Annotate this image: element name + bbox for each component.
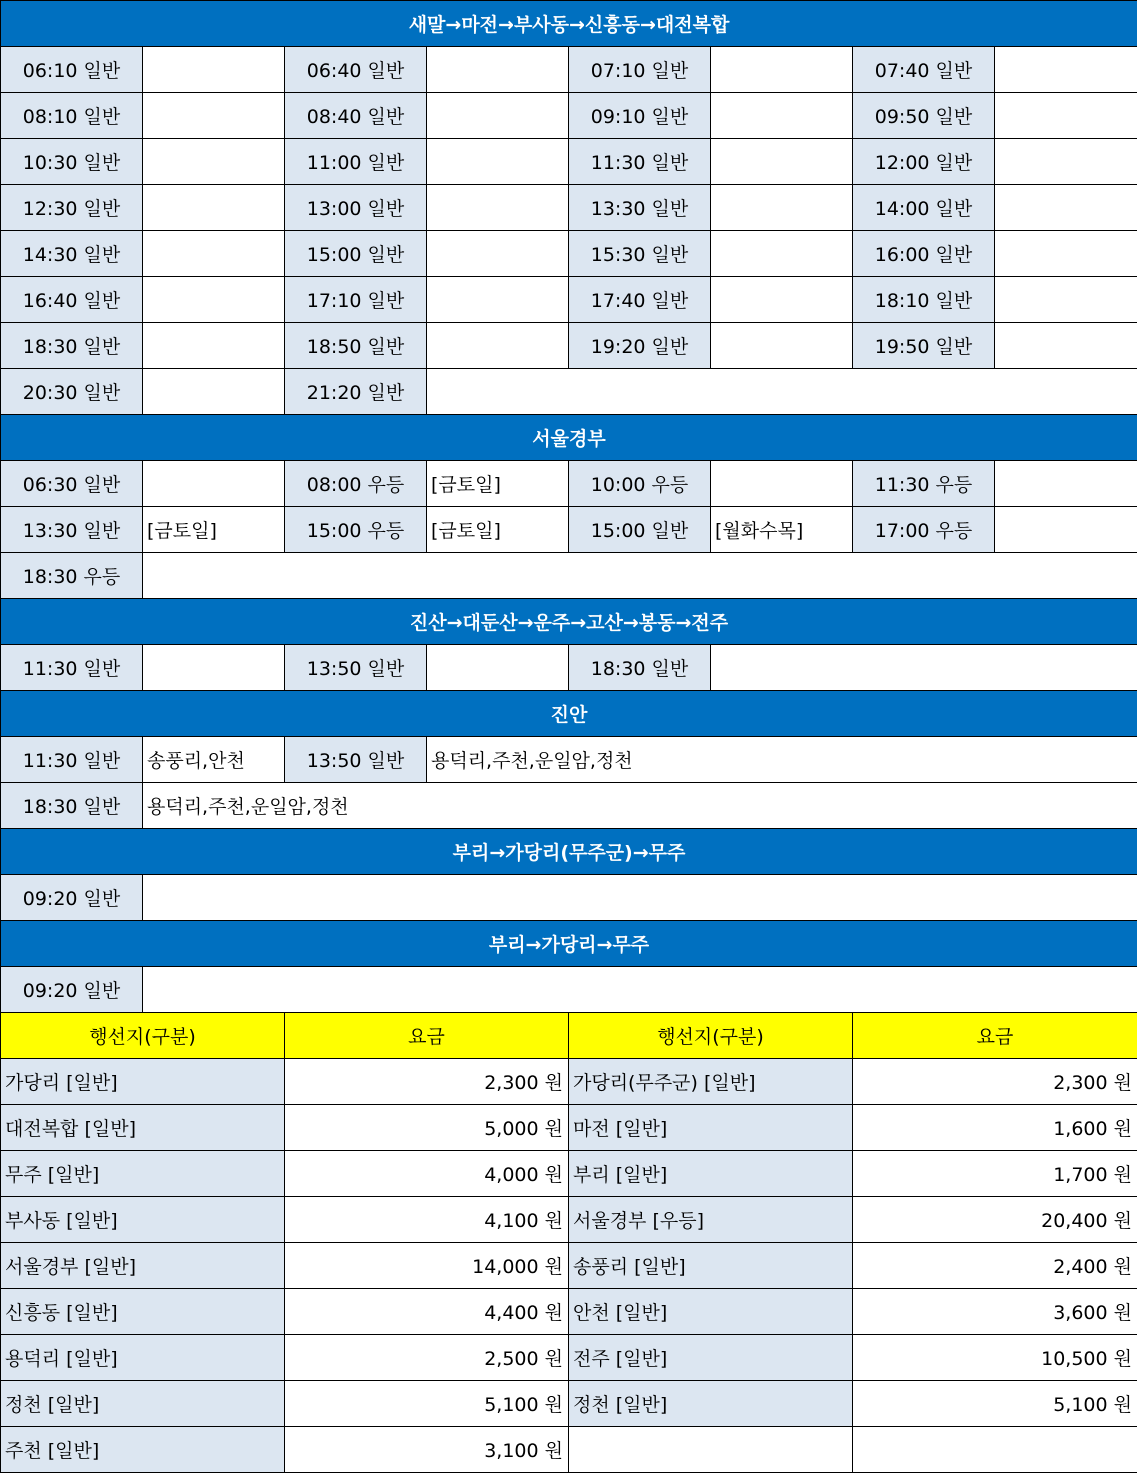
fare-row (1, 1427, 1137, 1473)
section-header-row (1, 1, 1137, 47)
schedule-row (1, 93, 1137, 139)
departure-time: 07:10 일반 (569, 47, 711, 93)
fare-row (1, 1151, 1137, 1197)
departure-note (143, 967, 1137, 1013)
departure-note (995, 93, 1137, 139)
departure-note: 송풍리,안천 (143, 737, 285, 783)
departure-time: 19:20 일반 (569, 323, 711, 369)
fare-price: 4,000 원 (285, 1151, 569, 1197)
departure-time: 18:50 일반 (285, 323, 427, 369)
timetable-body (1, 1, 1137, 1473)
departure-time: 08:40 일반 (285, 93, 427, 139)
departure-time: 13:30 일반 (569, 185, 711, 231)
fare-price: 1,600 원 (853, 1105, 1137, 1151)
departure-note (995, 461, 1137, 507)
fare-destination: 무주 [일반] (1, 1151, 285, 1197)
fare-row (1, 1381, 1137, 1427)
fare-price: 3,100 원 (285, 1427, 569, 1473)
fare-destination: 마전 [일반] (569, 1105, 853, 1151)
departure-time: 14:00 일반 (853, 185, 995, 231)
fare-price: 2,400 원 (853, 1243, 1137, 1289)
departure-time: 09:20 일반 (1, 967, 143, 1013)
fare-price (853, 1427, 1137, 1473)
departure-time: 16:40 일반 (1, 277, 143, 323)
departure-note (143, 645, 285, 691)
departure-note (995, 323, 1137, 369)
departure-note: [금토일] (143, 507, 285, 553)
departure-time: 13:00 일반 (285, 185, 427, 231)
section-header-row (1, 691, 1137, 737)
departure-time: 13:30 일반 (1, 507, 143, 553)
fare-destination: 신흥동 [일반] (1, 1289, 285, 1335)
fare-row (1, 1059, 1137, 1105)
departure-time: 17:40 일반 (569, 277, 711, 323)
fare-price: 2,300 원 (853, 1059, 1137, 1105)
fare-row (1, 1197, 1137, 1243)
schedule-row (1, 461, 1137, 507)
fare-price: 5,100 원 (285, 1381, 569, 1427)
departure-time: 14:30 일반 (1, 231, 143, 277)
departure-time: 06:40 일반 (285, 47, 427, 93)
schedule-row (1, 277, 1137, 323)
departure-time: 13:50 일반 (285, 645, 427, 691)
fare-destination: 가당리 [일반] (1, 1059, 285, 1105)
departure-note (427, 645, 569, 691)
fare-destination: 전주 [일반] (569, 1335, 853, 1381)
departure-time: 15:00 우등 (285, 507, 427, 553)
departure-note (427, 323, 569, 369)
departure-time: 17:00 우등 (853, 507, 995, 553)
departure-time: 11:30 일반 (569, 139, 711, 185)
departure-note (143, 139, 285, 185)
fare-row (1, 1105, 1137, 1151)
fare-price: 20,400 원 (853, 1197, 1137, 1243)
schedule-row (1, 47, 1137, 93)
fare-row (1, 1289, 1137, 1335)
departure-note (143, 47, 285, 93)
schedule-row (1, 369, 1137, 415)
fare-price: 2,300 원 (285, 1059, 569, 1105)
fare-price: 5,000 원 (285, 1105, 569, 1151)
departure-time: 15:00 일반 (569, 507, 711, 553)
departure-note (711, 231, 853, 277)
departure-note (143, 93, 285, 139)
departure-time: 11:30 우등 (853, 461, 995, 507)
fare-destination-header: 행선지(구분) (569, 1013, 853, 1059)
departure-time: 10:30 일반 (1, 139, 143, 185)
departure-note (143, 277, 285, 323)
fare-destination: 정천 [일반] (1, 1381, 285, 1427)
departure-time: 13:50 일반 (285, 737, 427, 783)
departure-note (995, 185, 1137, 231)
departure-note (143, 369, 285, 415)
departure-note (711, 93, 853, 139)
departure-note (427, 185, 569, 231)
fare-destination: 대전복합 [일반] (1, 1105, 285, 1151)
departure-time: 18:30 우등 (1, 553, 143, 599)
fare-price: 14,000 원 (285, 1243, 569, 1289)
departure-time: 11:30 일반 (1, 737, 143, 783)
departure-note (995, 139, 1137, 185)
departure-time: 11:30 일반 (1, 645, 143, 691)
departure-note (143, 323, 285, 369)
departure-note (711, 323, 853, 369)
section-title: 진안 (1, 691, 1137, 737)
schedule-row (1, 553, 1137, 599)
departure-time: 19:50 일반 (853, 323, 995, 369)
fare-price: 10,500 원 (853, 1335, 1137, 1381)
departure-note (711, 185, 853, 231)
fare-row (1, 1243, 1137, 1289)
departure-time: 07:40 일반 (853, 47, 995, 93)
schedule-row (1, 875, 1137, 921)
fare-destination: 송풍리 [일반] (569, 1243, 853, 1289)
fare-destination (569, 1427, 853, 1473)
departure-note (711, 47, 853, 93)
schedule-row (1, 231, 1137, 277)
departure-time: 11:00 일반 (285, 139, 427, 185)
departure-time: 16:00 일반 (853, 231, 995, 277)
fare-destination: 부리 [일반] (569, 1151, 853, 1197)
section-title: 부리→가당리→무주 (1, 921, 1137, 967)
fare-destination: 안천 [일반] (569, 1289, 853, 1335)
departure-time: 09:20 일반 (1, 875, 143, 921)
departure-note (711, 139, 853, 185)
fare-destination-header: 행선지(구분) (1, 1013, 285, 1059)
departure-time: 09:50 일반 (853, 93, 995, 139)
schedule-row (1, 783, 1137, 829)
departure-time: 18:30 일반 (569, 645, 711, 691)
departure-note (427, 139, 569, 185)
departure-time: 15:00 일반 (285, 231, 427, 277)
departure-time: 15:30 일반 (569, 231, 711, 277)
fare-price: 2,500 원 (285, 1335, 569, 1381)
fare-destination: 서울경부 [일반] (1, 1243, 285, 1289)
schedule-row (1, 323, 1137, 369)
departure-time: 08:10 일반 (1, 93, 143, 139)
fare-row (1, 1335, 1137, 1381)
departure-note (711, 645, 1137, 691)
departure-time: 06:10 일반 (1, 47, 143, 93)
departure-note (143, 185, 285, 231)
departure-time: 18:30 일반 (1, 783, 143, 829)
departure-time: 21:20 일반 (285, 369, 427, 415)
departure-note (143, 461, 285, 507)
departure-note (143, 553, 1137, 599)
departure-time: 12:00 일반 (853, 139, 995, 185)
fare-price: 1,700 원 (853, 1151, 1137, 1197)
fare-price: 5,100 원 (853, 1381, 1137, 1427)
section-title: 부리→가당리(무주군)→무주 (1, 829, 1137, 875)
departure-time: 18:10 일반 (853, 277, 995, 323)
departure-time: 08:00 우등 (285, 461, 427, 507)
schedule-row (1, 507, 1137, 553)
section-header-row (1, 829, 1137, 875)
departure-time: 10:00 우등 (569, 461, 711, 507)
fare-price-header: 요금 (853, 1013, 1137, 1059)
departure-note: [월화수목] (711, 507, 853, 553)
fare-destination: 서울경부 [우등] (569, 1197, 853, 1243)
departure-time: 18:30 일반 (1, 323, 143, 369)
fare-destination: 주천 [일반] (1, 1427, 285, 1473)
section-title: 서울경부 (1, 415, 1137, 461)
departure-note (427, 277, 569, 323)
departure-note (427, 231, 569, 277)
departure-note (427, 47, 569, 93)
section-title: 새말→마전→부사동→신흥동→대전복합 (1, 1, 1137, 47)
departure-note (427, 93, 569, 139)
schedule-row (1, 967, 1137, 1013)
schedule-row (1, 185, 1137, 231)
departure-time: 09:10 일반 (569, 93, 711, 139)
departure-note (995, 231, 1137, 277)
fare-destination: 용덕리 [일반] (1, 1335, 285, 1381)
departure-time: 12:30 일반 (1, 185, 143, 231)
schedule-row (1, 139, 1137, 185)
fare-destination: 가당리(무주군) [일반] (569, 1059, 853, 1105)
departure-note (143, 231, 285, 277)
fare-price-header: 요금 (285, 1013, 569, 1059)
section-title: 진산→대둔산→운주→고산→봉동→전주 (1, 599, 1137, 645)
departure-note (995, 507, 1137, 553)
section-header-row (1, 599, 1137, 645)
departure-note: 용덕리,주천,운일암,정천 (143, 783, 1137, 829)
fare-destination: 부사동 [일반] (1, 1197, 285, 1243)
departure-time: 17:10 일반 (285, 277, 427, 323)
departure-note (427, 369, 1137, 415)
departure-note (711, 461, 853, 507)
schedule-row (1, 737, 1137, 783)
departure-note: 용덕리,주천,운일암,정천 (427, 737, 1137, 783)
fare-price: 4,100 원 (285, 1197, 569, 1243)
departure-note (711, 277, 853, 323)
departure-note (995, 47, 1137, 93)
departure-note (143, 875, 1137, 921)
departure-time: 06:30 일반 (1, 461, 143, 507)
section-header-row (1, 921, 1137, 967)
departure-note: [금토일] (427, 507, 569, 553)
fare-header-row (1, 1013, 1137, 1059)
fare-destination: 정천 [일반] (569, 1381, 853, 1427)
section-header-row (1, 415, 1137, 461)
fare-price: 4,400 원 (285, 1289, 569, 1335)
fare-price: 3,600 원 (853, 1289, 1137, 1335)
departure-time: 20:30 일반 (1, 369, 143, 415)
departure-note (995, 277, 1137, 323)
departure-note: [금토일] (427, 461, 569, 507)
schedule-row (1, 645, 1137, 691)
